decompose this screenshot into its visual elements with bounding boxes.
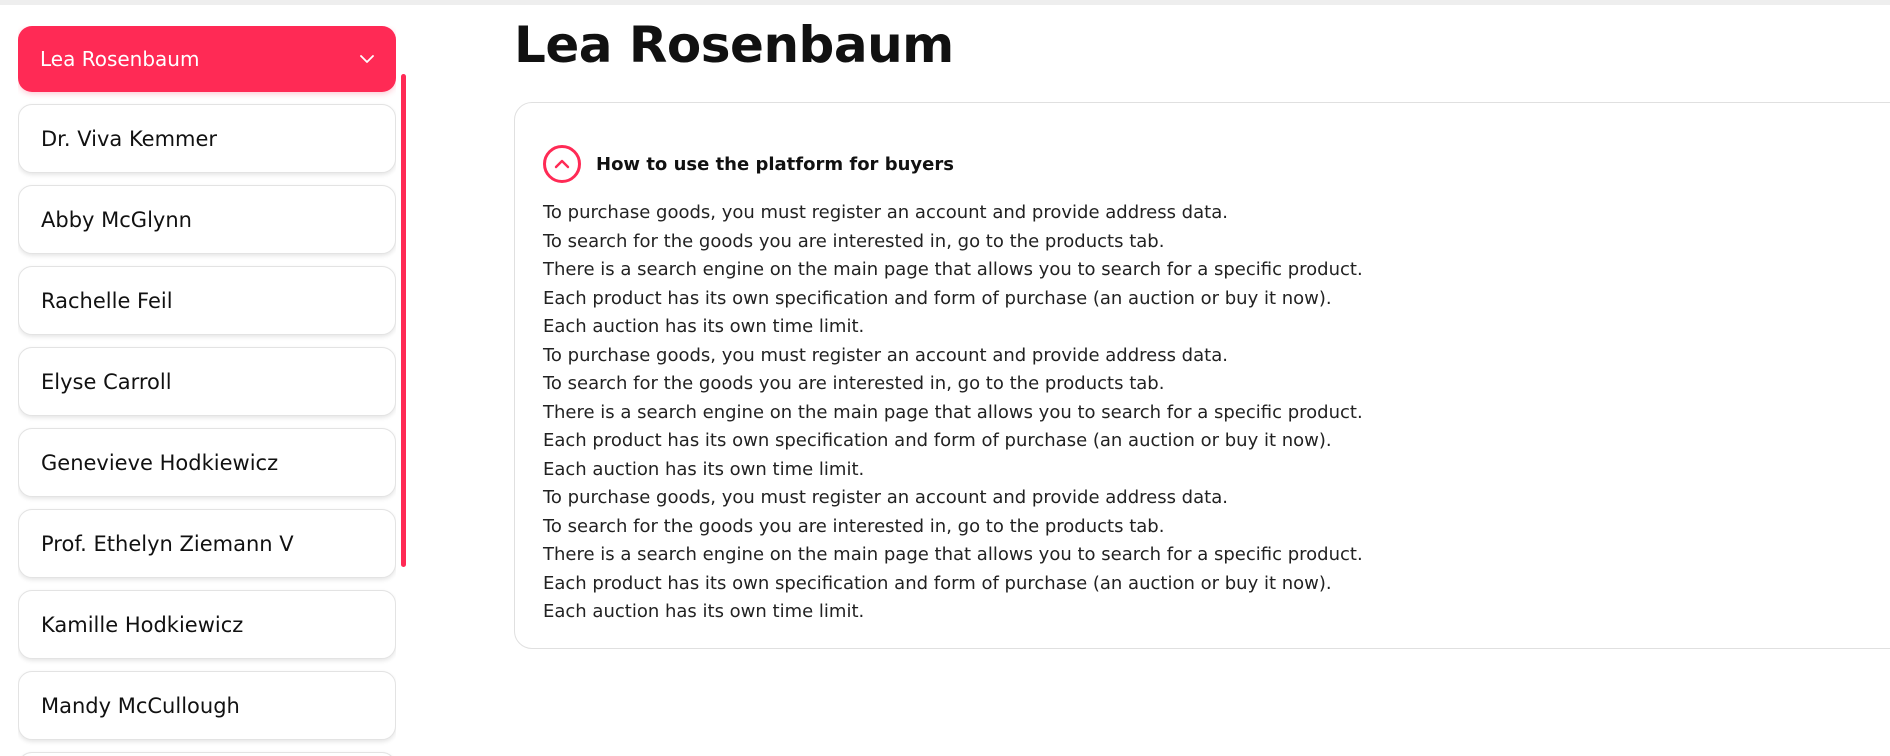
person-name: Genevieve Hodkiewicz: [41, 450, 279, 475]
chevron-down-icon: [360, 52, 374, 66]
answer-line: Each product has its own specification and form of purchase (an auction or buy it now).: [543, 572, 1332, 594]
sidebar-scrollbar[interactable]: [401, 74, 406, 567]
person-item[interactable]: [18, 671, 396, 740]
faq-card: [514, 102, 1890, 649]
chevron-up-icon[interactable]: [543, 145, 581, 183]
person-name: Kamille Hodkiewicz: [41, 612, 244, 637]
person-item[interactable]: [18, 104, 396, 173]
person-item[interactable]: [18, 266, 396, 335]
answer-line: Each auction has its own time limit.: [543, 316, 865, 337]
person-name: Dr. Viva Kemmer: [41, 126, 218, 151]
answer-line: To purchase goods, you must register an account and provide address data.: [543, 344, 1228, 366]
top-divider: [0, 0, 1890, 5]
selected-person-label: Lea Rosenbaum: [40, 47, 200, 71]
person-item[interactable]: [18, 428, 396, 497]
answer-line: Each auction has its own time limit.: [543, 458, 865, 480]
person-name: Prof. Ethelyn Ziemann V: [41, 531, 294, 556]
answer-line: Each product has its own specification and form of purchase (an auction or buy it now).: [543, 430, 1332, 451]
person-item[interactable]: [18, 509, 396, 578]
answer-line: There is a search engine on the main page that allows you to search for a specific product.: [543, 401, 1363, 423]
person-name: Abby McGlynn: [41, 207, 192, 232]
answer-line: To search for the goods you are interested in, go to the products tab.: [543, 373, 1165, 394]
faq-question: How to use the platform for buyers: [596, 153, 954, 175]
person-list: [18, 26, 396, 756]
answer-line: To purchase goods, you must register an account and provide address data.: [543, 487, 1228, 508]
answer-line: To search for the goods you are interested in, go to the products tab.: [543, 515, 1165, 537]
faq-header[interactable]: [543, 145, 954, 183]
selected-person-dropdown[interactable]: [18, 26, 396, 92]
answer-line: Each auction has its own time limit.: [543, 601, 865, 622]
person-item[interactable]: [18, 185, 396, 254]
person-item[interactable]: [18, 752, 396, 756]
answer-line: Each product has its own specification and form of purchase (an auction or buy it now).: [543, 287, 1332, 309]
person-name: Elyse Carroll: [41, 369, 172, 394]
person-name: Rachelle Feil: [41, 288, 173, 313]
answer-line: There is a search engine on the main page that allows you to search for a specific product.: [543, 544, 1363, 565]
answer-line: To search for the goods you are interested in, go to the products tab.: [543, 230, 1165, 252]
answer-line: To purchase goods, you must register an account and provide address data.: [543, 202, 1228, 223]
person-item[interactable]: [18, 590, 396, 659]
answer-line: There is a search engine on the main page that allows you to search for a specific product.: [543, 259, 1363, 280]
person-name: Mandy McCullough: [41, 693, 240, 718]
page-title: Lea Rosenbaum: [514, 16, 954, 74]
person-item[interactable]: [18, 347, 396, 416]
faq-answer: [543, 199, 1883, 627]
sidebar: [18, 26, 396, 756]
